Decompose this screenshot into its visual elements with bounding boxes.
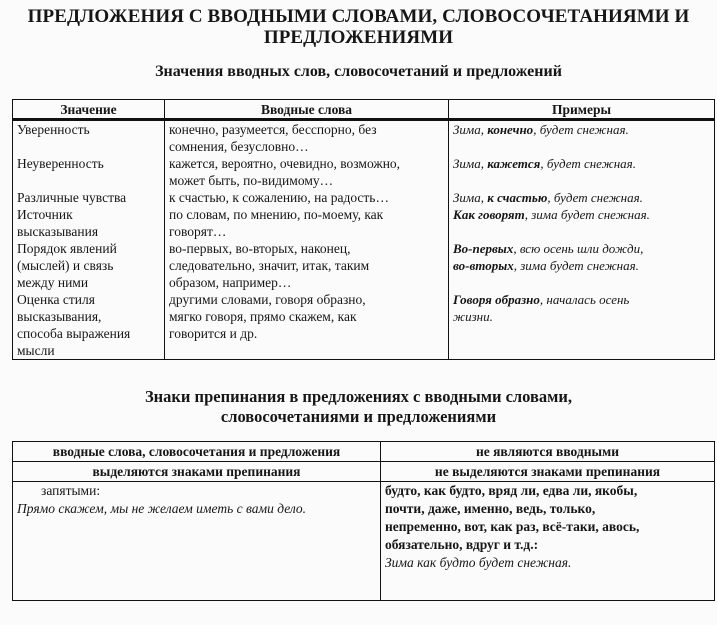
table-row — [13, 120, 715, 156]
meaning-cell — [13, 189, 165, 206]
example-introductory: Во-первых — [453, 241, 514, 256]
table-row — [13, 206, 715, 240]
example-text: , началась осень — [539, 292, 630, 307]
words-cell — [165, 120, 449, 156]
meaning-line: между ними — [17, 275, 89, 290]
example-text: , зима будет снежная. — [513, 258, 639, 273]
words-line: кажется, вероятно, очевидно, возможно, — [169, 156, 401, 171]
meaning-line: Порядок явлений — [17, 241, 117, 256]
table-row — [13, 240, 715, 291]
meanings-table — [12, 99, 715, 360]
example-line — [453, 308, 710, 325]
words-cell — [165, 206, 449, 240]
words-cell — [165, 189, 449, 206]
example-cell — [449, 240, 715, 291]
example-introductory: во-вторых — [453, 258, 514, 273]
right-words-line: почти, даже, именно, ведь, только, — [385, 501, 596, 516]
example-line — [453, 189, 710, 206]
meanings-subtitle: Значения вводных слов, словосочетаний и предложений — [155, 63, 562, 80]
table-row — [13, 291, 715, 360]
meaning-line: высказывания, — [17, 309, 102, 324]
punctuation-header-row — [13, 442, 715, 462]
example-cell — [449, 189, 715, 206]
example-text: , будет снежная. — [540, 156, 636, 171]
example-line — [453, 121, 710, 138]
meaning-cell — [13, 120, 165, 156]
words-line: образом, например… — [169, 275, 292, 290]
page-title-line: ПРЕДЛОЖЕНИЯ С ВВОДНЫМИ СЛОВАМИ, СЛОВОСОЧЕТАНИЯМИ И — [27, 6, 690, 27]
meaning-line: (мыслей) и связь — [17, 258, 114, 273]
words-line: конечно, разумеется, бесспорно, без — [169, 122, 377, 137]
meaning-line: Различные чувства — [17, 190, 127, 205]
example-text: , зима будет снежная. — [524, 207, 650, 222]
punctuation-subtitle-line: Знаки препинания в предложениях с вводными словами, — [144, 387, 573, 406]
words-line: мягко говоря, прямо скажем, как — [169, 309, 357, 324]
example-line — [453, 155, 710, 172]
example-text: Зима, — [453, 122, 488, 137]
right-header: не являются вводными — [381, 442, 715, 462]
example-introductory: к счастью — [487, 190, 548, 205]
punctuation-subtitle-line: словосочетаниями и предложениями — [220, 407, 497, 426]
punctuation-subheader-row — [13, 462, 715, 482]
meaning-line: высказывания — [17, 224, 99, 239]
meanings-header-row — [13, 100, 715, 120]
words-line: другими словами, говоря образно, — [169, 292, 366, 307]
meaning-line: Источник — [17, 207, 73, 222]
words-cell — [165, 240, 449, 291]
example-cell — [449, 120, 715, 156]
example-text: Зима, — [453, 190, 488, 205]
header-meaning: Значение — [13, 100, 165, 120]
left-header: вводные слова, словосочетания и предложения — [13, 442, 381, 462]
right-words-line: обязательно, вдруг и т.д.: — [385, 537, 539, 552]
meaning-cell — [13, 291, 165, 360]
example-text: Зима, — [453, 156, 488, 171]
words-line: сомнения, безусловно… — [169, 139, 309, 154]
words-line: во-первых, во-вторых, наконец, — [169, 241, 351, 256]
meaning-cell — [13, 240, 165, 291]
right-subheader: не выделяются знаками препинания — [381, 462, 715, 482]
words-cell — [165, 155, 449, 189]
header-words: Вводные слова — [165, 100, 449, 120]
example-text: , будет снежная. — [533, 122, 629, 137]
meaning-cell — [13, 206, 165, 240]
right-words-line: непременно, вот, как раз, всё-таки, авось, — [385, 519, 640, 534]
example-line — [453, 240, 710, 257]
header-examples: Примеры — [449, 100, 715, 120]
meaning-line: Неуверенность — [17, 156, 104, 171]
words-cell — [165, 291, 449, 360]
right-body — [381, 482, 715, 601]
meaning-line: способа выражения — [17, 326, 131, 341]
table-row — [13, 189, 715, 206]
words-line: может быть, по-видимому… — [169, 173, 334, 188]
example-cell — [449, 206, 715, 240]
example-line — [453, 291, 710, 308]
example-text: , будет снежная. — [547, 190, 643, 205]
left-subheader: выделяются знаками препинания — [13, 462, 381, 482]
words-line: следовательно, значит, итак, таким — [169, 258, 370, 273]
left-example: Прямо скажем, мы не желаем иметь с вами дело. — [17, 501, 307, 516]
example-text: жизни. — [453, 309, 493, 324]
words-line: к счастью, к сожалению, на радость… — [169, 190, 389, 205]
left-body — [13, 482, 381, 601]
example-line — [453, 206, 710, 223]
example-line — [453, 257, 710, 274]
words-line: говорится и др. — [169, 326, 258, 341]
example-cell — [449, 155, 715, 189]
table-row — [13, 155, 715, 189]
example-introductory: кажется — [487, 156, 541, 171]
example-cell — [449, 291, 715, 360]
meaning-line: Оценка стиля — [17, 292, 95, 307]
meaning-line: Уверенность — [17, 122, 90, 137]
left-label: запятыми: — [41, 483, 101, 498]
punctuation-subtitle — [0, 387, 717, 427]
punctuation-body-row — [13, 482, 715, 601]
example-text: , всю осень шли дожди, — [513, 241, 644, 256]
example-introductory: конечно — [487, 122, 534, 137]
right-words-line: будто, как будто, вряд ли, едва ли, якобы, — [385, 483, 638, 498]
right-words — [385, 482, 710, 554]
page-title-line: ПРЕДЛОЖЕНИЯМИ — [263, 27, 454, 48]
words-line: говорят… — [169, 224, 227, 239]
page-title — [0, 6, 717, 48]
words-line: по словам, по мнению, по-моему, как — [169, 207, 384, 222]
meaning-line: мысли — [17, 343, 55, 358]
example-introductory: Говоря образно — [453, 292, 540, 307]
right-example: Зима как будто будет снежная. — [385, 555, 572, 570]
punctuation-table — [12, 441, 715, 601]
example-introductory: Как говорят — [453, 207, 525, 222]
meaning-cell — [13, 155, 165, 189]
